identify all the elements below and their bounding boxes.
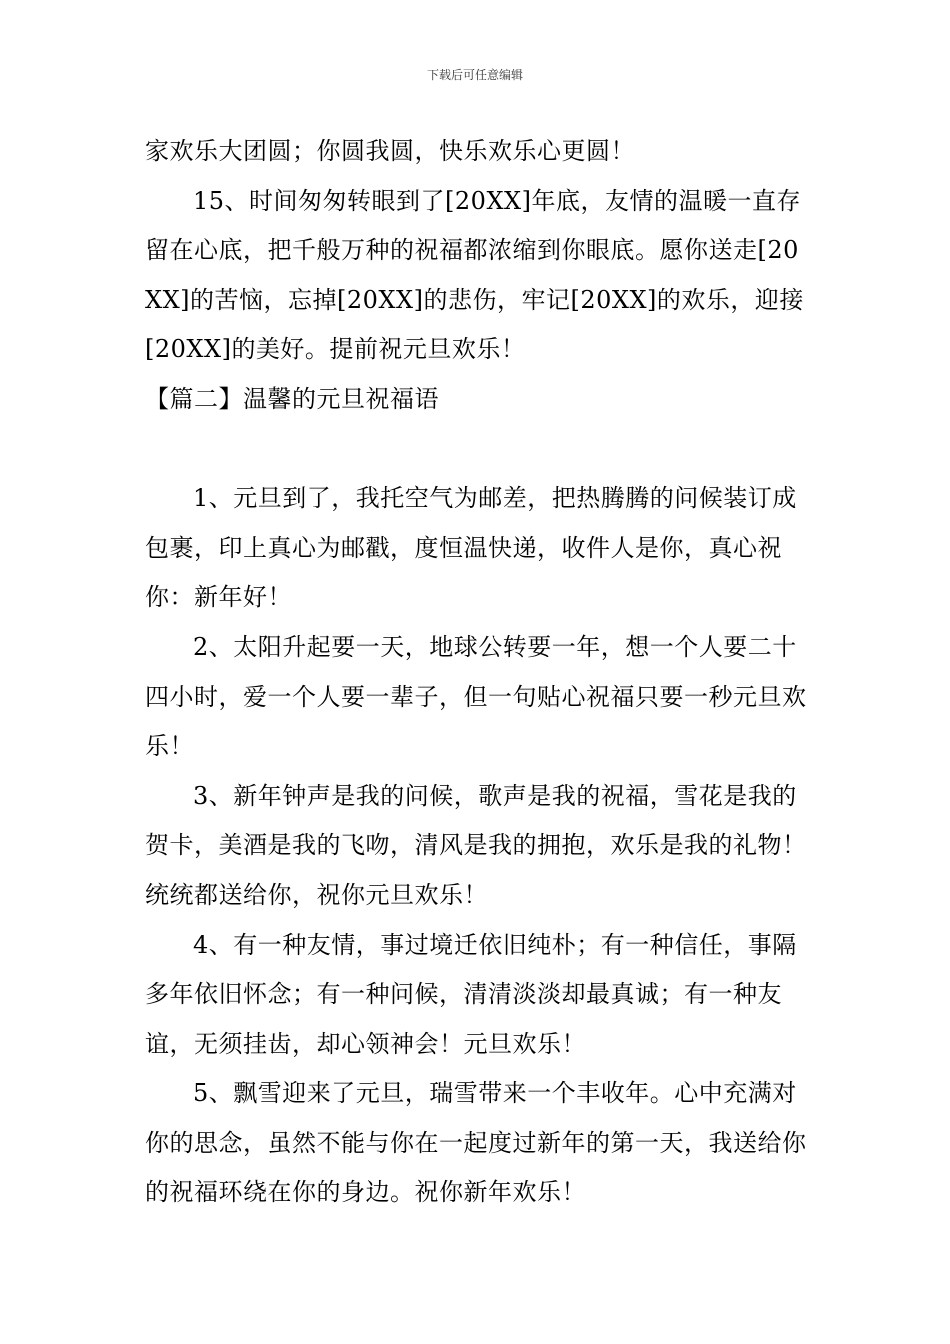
wish-item-4: 4、有一种友情，事过境迁依旧纯朴；有一种信任，事隔多年依旧怀念；有一种问候，清清淡淡却最真诚；有一种友谊，无须挂齿，却心领神会！元旦欢乐！ bbox=[145, 930, 797, 1058]
section-heading: 【篇二】温馨的元旦祝福语 bbox=[145, 384, 439, 413]
wish-item-1: 1、元旦到了，我托空气为邮差，把热腾腾的问候装订成包裹，印上真心为邮戳，度恒温快递，收件人是你，真心祝你：新年好！ bbox=[145, 484, 797, 612]
document-body bbox=[145, 127, 813, 1218]
continuation-paragraph: 家欢乐大团圆；你圆我圆，快乐欢乐心更圆！ bbox=[145, 137, 635, 165]
wish-item-15: 15、时间匆匆转眼到了[20XX]年底，友情的温暖一直存留在心底，把千般万种的祝福都浓缩到你眼底。愿你送走[20XX]的苦恼，忘掉[20XX]的悲伤，牢记[20XX]的欢乐，迎接[20XX]的美好。提前祝元旦欢乐！ bbox=[145, 186, 804, 364]
header-note: 下载后可任意编辑 bbox=[426, 68, 523, 82]
wish-item-3: 3、新年钟声是我的问候，歌声是我的祝福，雪花是我的贺卡，美酒是我的飞吻，清风是我的拥抱，欢乐是我的礼物！统统都送给你，祝你元旦欢乐！ bbox=[145, 781, 807, 909]
wish-item-2: 2、太阳升起要一天，地球公转要一年，想一个人要二十四小时，爱一个人要一辈子，但一句贴心祝福只要一秒元旦欢乐！ bbox=[145, 632, 807, 761]
blank-line bbox=[145, 425, 813, 475]
wish-item-5: 5、飘雪迎来了元旦，瑞雪带来一个丰收年。心中充满对你的思念，虽然不能与你在一起度过新年的第一天，我送给你的祝福环绕在你的身边。祝你新年欢乐！ bbox=[145, 1079, 807, 1207]
